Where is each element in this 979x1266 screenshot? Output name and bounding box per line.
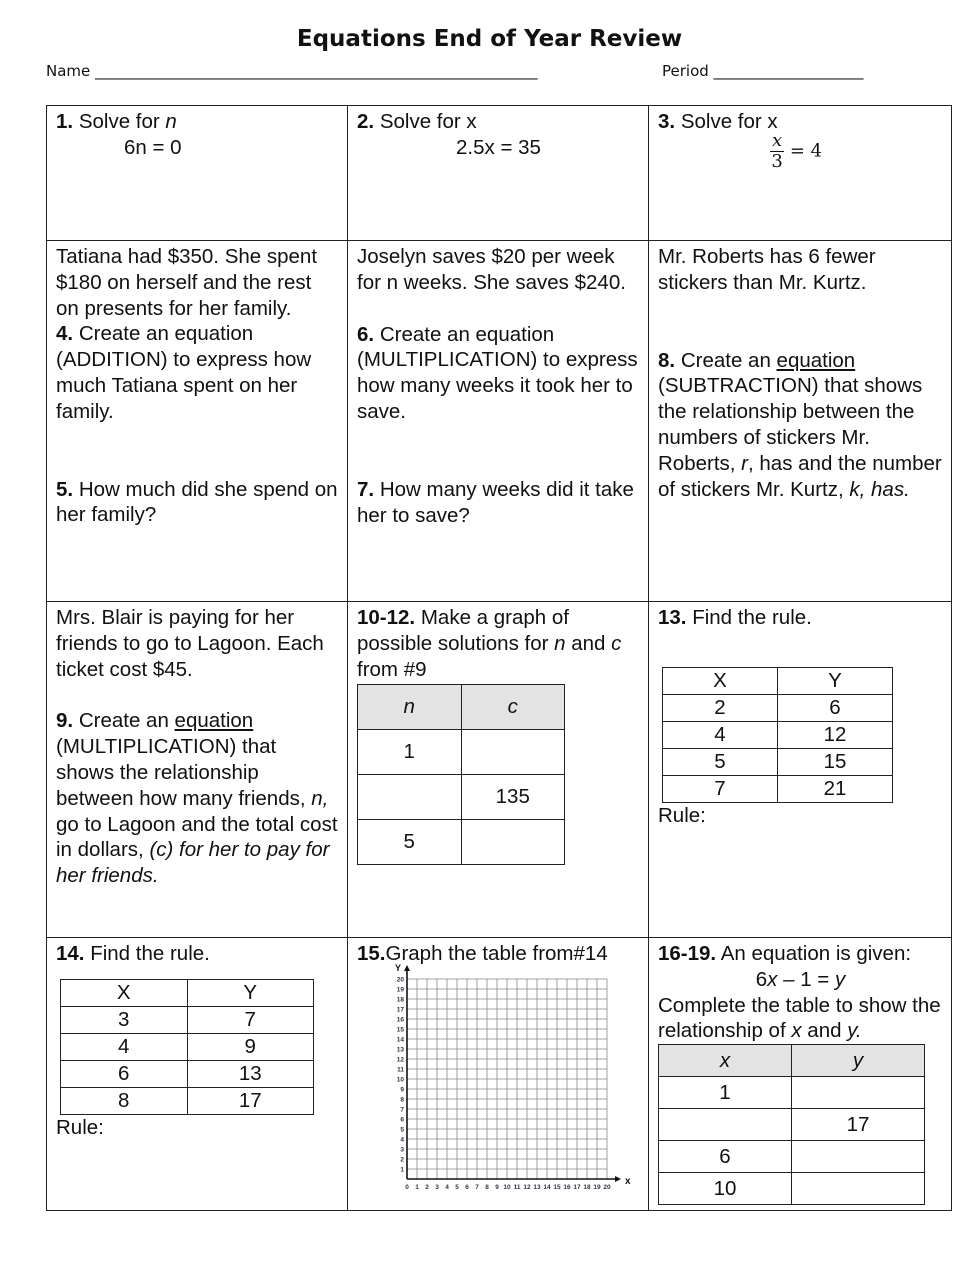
x-tick-label: 9 (495, 1183, 499, 1191)
y-tick-label: 20 (396, 976, 404, 984)
question-10-cell[interactable] (348, 602, 649, 938)
x-tick-label: 20 (603, 1183, 611, 1191)
question-3-cell[interactable]: 3. Solve for x $\frac{x}{3}$ = 4 (649, 106, 952, 241)
xy-table-16: x y 1 17 6 10 (658, 1044, 925, 1205)
instruction-text: Complete the table to show the relationship of x and y. (658, 993, 941, 1043)
y-tick-label: 18 (396, 996, 404, 1004)
xy-table-13: X Y 2 6 4 12 5 15 7 21 (662, 667, 893, 803)
table-cell[interactable]: 1 (358, 730, 462, 775)
table-header: X (61, 979, 188, 1006)
x-tick-label: 12 (523, 1183, 531, 1191)
joselyn-cell[interactable]: Joselyn saves $20 per week for n weeks. She saves $240. 6. Create an equation (MULTIPLICATION) to express how many weeks it took her to save. 7. How many weeks did it take her to save? (348, 241, 649, 602)
question-number: 2. (357, 110, 375, 133)
x-tick-label: 2 (425, 1183, 429, 1191)
x-tick-label: 5 (455, 1183, 459, 1191)
x-tick-label: 0 (405, 1183, 409, 1191)
y-tick-label: 1 (400, 1166, 404, 1174)
y-tick-label: 15 (396, 1026, 404, 1034)
table-header: y (792, 1045, 925, 1077)
y-tick-label: 16 (396, 1016, 404, 1024)
y-axis-label: Y (395, 962, 402, 973)
story-text: Tatiana had $350. She spent $180 on herself and the rest on presents for her family. (56, 245, 318, 320)
page-title: Equations End of Year Review (296, 26, 683, 52)
y-tick-label: 8 (400, 1096, 404, 1104)
equation: 2.5x = 35 (456, 135, 541, 159)
x-tick-label: 15 (553, 1183, 561, 1191)
fraction: $\frac{x}{3}$ (771, 129, 783, 172)
table-cell[interactable] (461, 820, 565, 865)
table-cell[interactable]: 135 (461, 775, 565, 820)
roberts-cell[interactable] (649, 241, 952, 602)
period-field[interactable]: Period ____________________ (662, 62, 864, 80)
worksheet-grid (46, 105, 952, 1211)
story-text: Joselyn saves $20 per week for n weeks. She saves $240. (357, 245, 626, 294)
y-tick-label: 14 (396, 1036, 404, 1044)
x-tick-label: 3 (435, 1183, 439, 1191)
x-axis-arrow (615, 1176, 621, 1182)
equation: $\frac{x}{3}$ = 4 (771, 129, 823, 172)
y-tick-label: 19 (396, 986, 404, 994)
y-tick-label: 13 (396, 1046, 404, 1054)
question-8-text: 8. Create an equation (SUBTRACTION) that shows the relationship between the numbers of stickers Mr. Roberts, r, has and the number of stickers Mr. Kurtz, k, has. (658, 348, 942, 501)
y-tick-label: 3 (400, 1146, 404, 1154)
x-tick-label: 16 (563, 1183, 571, 1191)
rule-label[interactable]: Rule: (658, 803, 706, 827)
table-header: Y (187, 979, 314, 1006)
y-tick-label: 9 (400, 1086, 404, 1094)
x-tick-label: 13 (533, 1183, 541, 1191)
question-2-cell[interactable]: 2. Solve for x 2.5x = 35 (348, 106, 649, 241)
x-tick-label: 7 (475, 1183, 479, 1191)
equation: 6x – 1 = y (755, 967, 846, 991)
x-tick-label: 11 (513, 1183, 521, 1191)
tatiana-cell[interactable]: Tatiana had $350. She spent $180 on herself and the rest on presents for her family. 4. Create an equation (ADDITION) to express how much Tatiana spent on her family. 5. How much did she spend on her family? (47, 241, 348, 602)
question-number: 3. (658, 110, 676, 133)
x-tick-label: 4 (445, 1183, 449, 1191)
x-tick-label: 18 (583, 1183, 591, 1191)
question-9-text: 9. Create an equation (MULTIPLICATION) that shows the relationship between how many friends, n, go to Lagoon and the total cost in dollars, (c) for her to pay for her friends. (56, 709, 338, 888)
blair-cell[interactable] (47, 602, 348, 938)
question-13-cell[interactable]: 13. Find the rule. X Y 2 6 4 12 5 15 7 21 Rule: (649, 602, 952, 938)
xy-table-14: X Y 3 7 4 9 6 13 8 17 (60, 979, 314, 1115)
y-tick-label: 6 (400, 1116, 404, 1124)
table-cell[interactable] (461, 730, 565, 775)
y-tick-label: 4 (400, 1136, 404, 1144)
x-tick-label: 10 (503, 1183, 511, 1191)
table-header: x (659, 1045, 792, 1077)
y-tick-label: 11 (397, 1066, 404, 1074)
rule-label[interactable]: Rule: (56, 1115, 104, 1139)
table-cell[interactable]: 5 (358, 820, 462, 865)
y-tick-label: 5 (400, 1126, 404, 1134)
equation: 6n = 0 (124, 135, 182, 159)
name-field[interactable]: Name ___________________________________________________________ (46, 62, 538, 80)
y-tick-label: 17 (396, 1006, 404, 1014)
y-tick-label: 10 (396, 1076, 404, 1084)
question-1-cell[interactable]: 1. Solve for n 6n = 0 (47, 106, 348, 241)
question-16-cell[interactable]: 16-19. An equation is given: 6x – 1 = y Complete the table to show the relationship of x and y. x y 1 17 6 10 (649, 938, 952, 1211)
y-tick-label: 7 (400, 1106, 404, 1114)
question-number: 1. (56, 110, 74, 133)
y-tick-label: 12 (396, 1056, 404, 1064)
x-tick-label: 19 (593, 1183, 601, 1191)
x-tick-label: 17 (573, 1183, 581, 1191)
coordinate-grid[interactable] (379, 962, 631, 1199)
y-tick-label: 2 (400, 1156, 404, 1164)
question-10-text: 10-12. Make a graph of possible solutions for n and c from #9 (357, 606, 622, 681)
x-tick-label: 6 (465, 1183, 469, 1191)
table-header: c (461, 685, 565, 730)
x-tick-label: 1 (415, 1183, 419, 1191)
n-c-table (357, 684, 565, 865)
story-text: Mrs. Blair is paying for her friends to go to Lagoon. Each ticket cost $45. (56, 606, 324, 681)
table-cell[interactable] (358, 775, 462, 820)
story-text: Mr. Roberts has 6 fewer stickers than Mr. Kurtz. (658, 245, 876, 294)
question-14-cell[interactable]: 14. Find the rule. X Y 3 7 4 9 6 13 8 17 Rule: (47, 938, 348, 1211)
x-tick-label: 8 (485, 1183, 489, 1191)
table-header: n (358, 685, 462, 730)
table-header: Y (778, 667, 893, 694)
x-axis-label: x (625, 1175, 631, 1187)
question-15-cell[interactable]: 15.Graph the table from#14 0 1 1 2 2 3 3 4 4 5 5 6 6 7 7 8 8 9 9 10 10 11 11 12 12 13 13 14 14 15 15 16 16 17 17 18 18 19 19 20 20 x Y (348, 938, 649, 1211)
table-header: X (663, 667, 778, 694)
x-tick-label: 14 (543, 1183, 551, 1191)
